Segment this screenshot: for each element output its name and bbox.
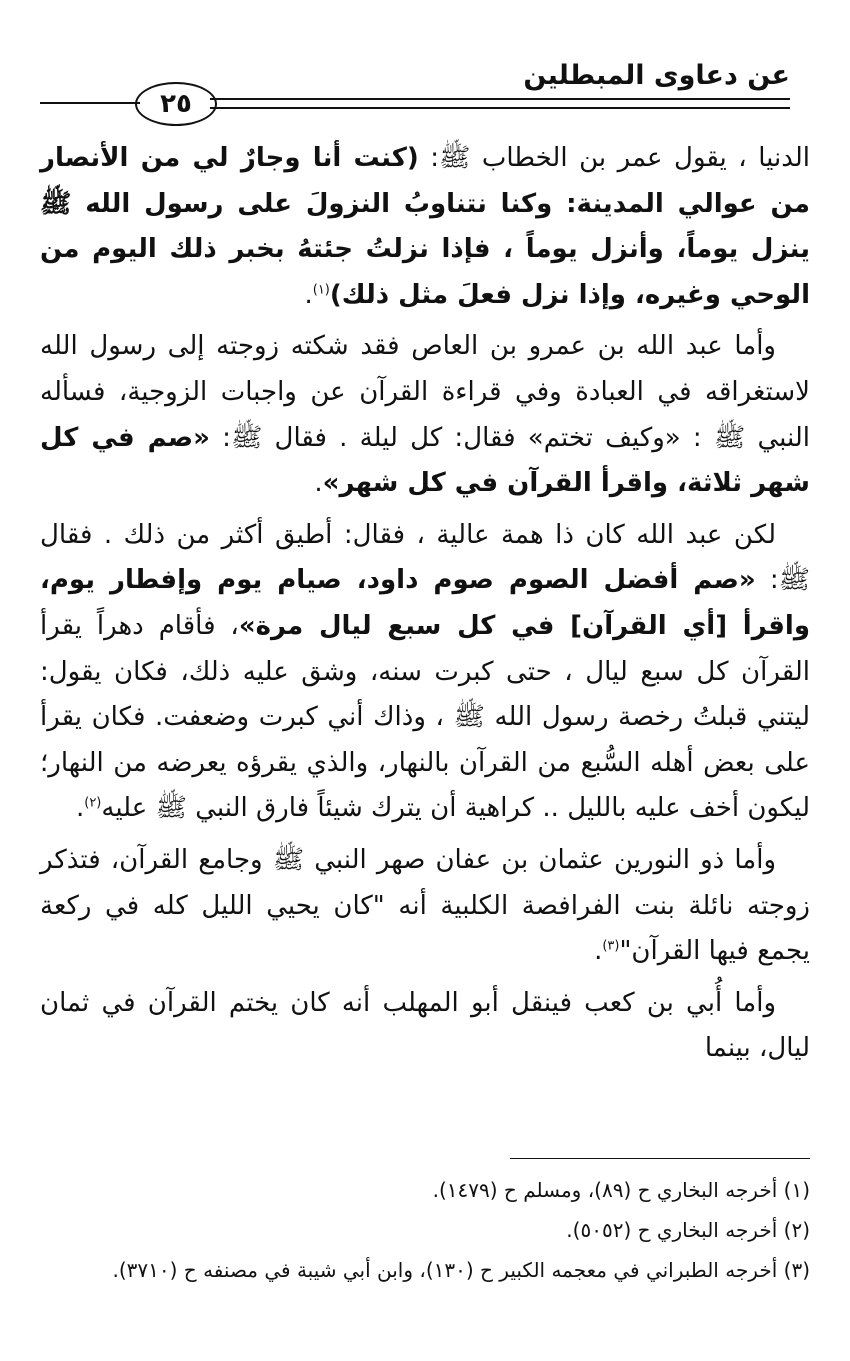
header-rule-upper (210, 98, 790, 100)
quoted-text: (كنت أنا وجارٌ لي من الأنصار من عوالي المدينة: وكنا نتناوبُ النزولَ على رسول الله ﷺ ينزل يوماً، وأنزل يوماً ، فإذا نزلتُ جئتهُ بخبر ذلك اليوم من الوحي وغيره، وإذا نزل فعلَ مثل ذلك) (40, 143, 810, 310)
paragraph-5 (40, 981, 810, 1072)
quoted-text: «صم في كل شهر ثلاثة، واقرأ القرآن في كل شهر» (40, 422, 810, 499)
paragraph-4 (40, 838, 810, 975)
text-run: وأما عبد الله بن عمرو بن العاص فقد شكته زوجته إلى رسول الله لاستغراقه في العبادة وفي قراءة القرآن عن واجبات الزوجية، فسأله النبي ﷺ : «وكيف تختم» فقال: كل ليلة . فقال ﷺ: (40, 331, 810, 453)
text-run: . (75, 793, 85, 824)
quoted-text: «صم أفضل الصوم صوم داود، صيام يوم وإفطار يوم، واقرأ [أي القرآن] في كل سبع ليال مرة» (40, 565, 810, 641)
footnote-ref: (١) (312, 282, 330, 298)
header-rule-lower (210, 107, 790, 109)
text-run: . (304, 279, 313, 310)
footnote-2: (٢) أخرجه البخاري ح (٥٠٥٢). (566, 1218, 810, 1242)
footnote-ref: (٣) (602, 938, 620, 954)
text-run: وأما أُبي بن كعب فينقل أبو المهلب أنه كان يختم القرآن في ثمان ليال، بينما (40, 987, 810, 1064)
main-text (40, 136, 810, 1078)
page-number-badge (135, 82, 217, 126)
header-rule-left (40, 102, 140, 104)
running-header-title: عن دعاوى المبطلين (523, 60, 790, 91)
footnote-3: (٣) أخرجه الطبراني في معجمه الكبير ح (١٣٠)، وابن أبي شيبة في مصنفه ح (٣٧١٠). (112, 1258, 810, 1282)
paragraph-1 (40, 136, 810, 318)
paragraph-3 (40, 513, 810, 832)
text-run: الدنيا ، يقول عمر بن الخطاب ﷺ: (418, 143, 810, 173)
text-run: وأما ذو النورين عثمان بن عفان صهر النبي ﷺ وجامع القرآن، فتذكر زوجته نائلة بنت الفرافصة الكلبية أنه "كان يحيي الليل كله في ركعة يجمع فيها القرآن" (40, 844, 810, 967)
text-run: ، فأقام دهراً يقرأ القرآن كل سبع ليال ، حتى كبرت سنه، وشق عليه ذلك، فكان يقول: ليتني قبلتُ رخصة رسول الله ﷺ ، وذاك أني كبرت وضعفت. فكان يقرأ على بعض أهله السُّبع من القرآن بالنهار، والذي يقرؤه يعرضه من النهار؛ ليكون أخف عليه بالليل .. كراهية أن يترك شيئاً فارق النبي ﷺ عليه (40, 610, 810, 824)
paragraph-2 (40, 324, 810, 506)
footnote-separator (510, 1158, 810, 1159)
footnote-1: (١) أخرجه البخاري ح (٨٩)، ومسلم ح (١٤٧٩). (432, 1178, 810, 1202)
text-run: لكن عبد الله كان ذا همة عالية ، فقال: أطيق أكثر من ذلك . فقال ﷺ: (40, 519, 811, 596)
text-run: . (594, 936, 603, 967)
footnotes (40, 1170, 810, 1290)
page-number: ٢٥ (160, 89, 192, 119)
footnote-ref: (٢) (84, 795, 102, 811)
text-run: . (314, 468, 323, 499)
